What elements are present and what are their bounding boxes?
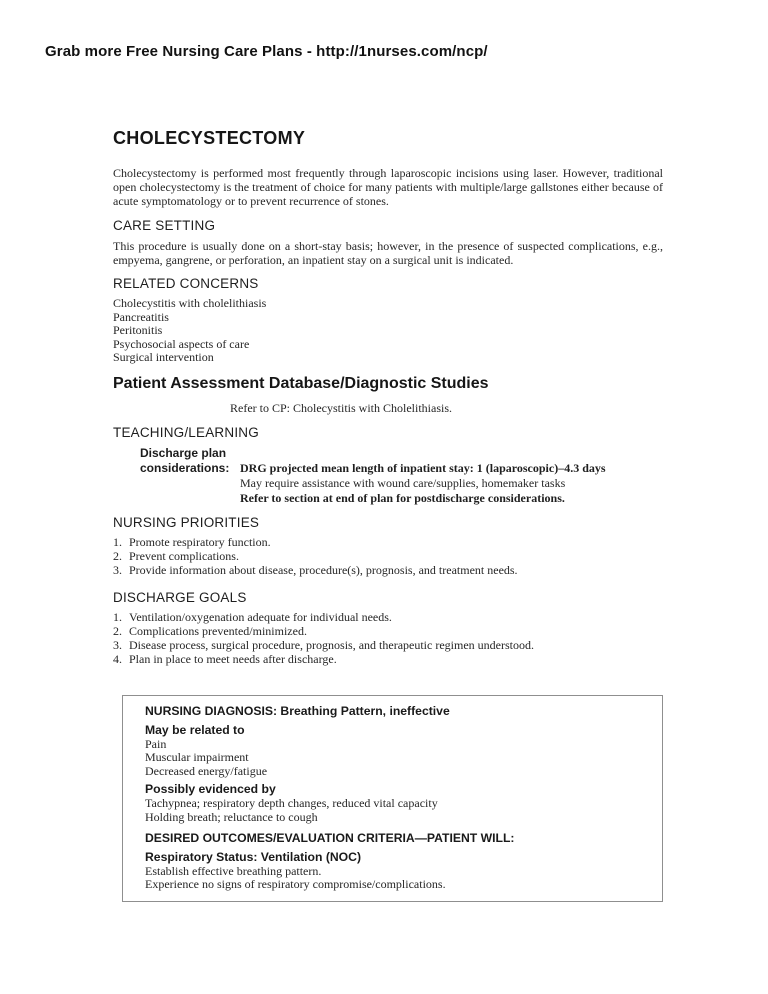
related-to-item: Decreased energy/fatigue (145, 763, 268, 778)
item-text: Disease process, surgical procedure, prognosis, and therapeutic regimen understood. (129, 637, 534, 652)
discharge-plan-label-line2: considerations: (140, 460, 230, 475)
numbered-item (113, 564, 663, 578)
item-text: Promote respiratory function. (129, 534, 271, 549)
item-text: Ventilation/oxygenation adequate for individual needs. (129, 610, 392, 625)
numbered-item (113, 611, 663, 625)
nursing-diagnosis-box (122, 695, 663, 902)
list-item: Surgical intervention (113, 350, 214, 365)
discharge-plan-lines (240, 446, 606, 506)
numbered-item (113, 550, 663, 564)
doc-header-banner: Grab more Free Nursing Care Plans - http://1nurses.com/ncp/ (45, 43, 488, 60)
refer-line: Refer to CP: Cholecystitis with Cholelithiasis. (230, 400, 452, 415)
desired-outcomes-heading: DESIRED OUTCOMES/EVALUATION CRITERIA—PATIENT WILL: (145, 830, 515, 845)
item-number: 1. (113, 610, 122, 625)
outcomes-subheading: Respiratory Status: Ventilation (NOC) (145, 849, 362, 864)
related-concerns-list (113, 297, 663, 365)
care-setting-body: This procedure is usually done on a short-stay basis; however, in the presence of suspected complications, e.g., empyema, gangrene, or perforation, an inpatient stay on a surgical unit is indicated. (113, 238, 663, 267)
discharge-plan-line: DRG projected mean length of inpatient stay: 1 (laparoscopic)–4.3 days (240, 460, 606, 475)
diagnosis-title: NURSING DIAGNOSIS: Breathing Pattern, ineffective (145, 703, 450, 718)
section-heading-discharge-goals: DISCHARGE GOALS (113, 590, 247, 606)
list-item: Psychosocial aspects of care (113, 336, 250, 351)
section-heading-teaching-learning: TEACHING/LEARNING (113, 424, 259, 440)
discharge-plan-label (140, 446, 240, 506)
page-title: CHOLECYSTECTOMY (113, 128, 306, 148)
item-number: 3. (113, 562, 122, 577)
section-heading-care-setting: CARE SETTING (113, 217, 216, 233)
evidenced-by-heading: Possibly evidenced by (145, 782, 276, 797)
related-to-item: Muscular impairment (145, 750, 249, 765)
numbered-item (113, 639, 663, 653)
assessment-heading: Patient Assessment Database/Diagnostic Studies (113, 374, 489, 392)
nursing-priorities-list (113, 536, 663, 577)
evidenced-by-item: Holding breath; reluctance to cough (145, 809, 318, 824)
evidenced-by-item: Tachypnea; respiratory depth changes, reduced vital capacity (145, 796, 438, 811)
section-heading-nursing-priorities: NURSING PRIORITIES (113, 514, 260, 530)
item-text: Complications prevented/minimized. (129, 624, 307, 639)
discharge-goals-list (113, 611, 663, 666)
item-number: 3. (113, 637, 122, 652)
list-item: Cholecystitis with cholelithiasis (113, 296, 267, 311)
document-content (113, 128, 663, 902)
item-number: 1. (113, 534, 122, 549)
numbered-item (113, 536, 663, 550)
discharge-plan-block (113, 446, 663, 506)
intro-paragraph: Cholecystectomy is performed most frequently through laparoscopic incisions using laser. However, traditional open cholecystectomy is the treatment of choice for many patients with multiple/large gallstones either because of acute symptomatology or to prevent recurrence of stones. (113, 166, 663, 209)
item-number: 2. (113, 624, 122, 639)
item-number: 2. (113, 548, 122, 563)
discharge-plan-label-line1: Discharge plan (140, 445, 227, 460)
item-text: Provide information about disease, procedure(s), prognosis, and treatment needs. (129, 562, 518, 577)
list-item: Peritonitis (113, 323, 163, 338)
list-item: Pancreatitis (113, 309, 169, 324)
item-text: Prevent complications. (129, 548, 239, 563)
outcomes-item: Establish effective breathing pattern. (145, 863, 322, 878)
discharge-plan-line: Refer to section at end of plan for postdischarge considerations. (240, 490, 565, 505)
related-to-item: Pain (145, 736, 167, 751)
numbered-item (113, 653, 663, 667)
discharge-plan-line: May require assistance with wound care/supplies, homemaker tasks (240, 475, 566, 490)
numbered-item (113, 625, 663, 639)
item-text: Plan in place to meet needs after discharge. (129, 651, 337, 666)
related-to-heading: May be related to (145, 722, 245, 737)
outcomes-item: Experience no signs of respiratory compromise/complications. (145, 877, 446, 892)
item-number: 4. (113, 651, 122, 666)
section-heading-related-concerns: RELATED CONCERNS (113, 276, 259, 292)
